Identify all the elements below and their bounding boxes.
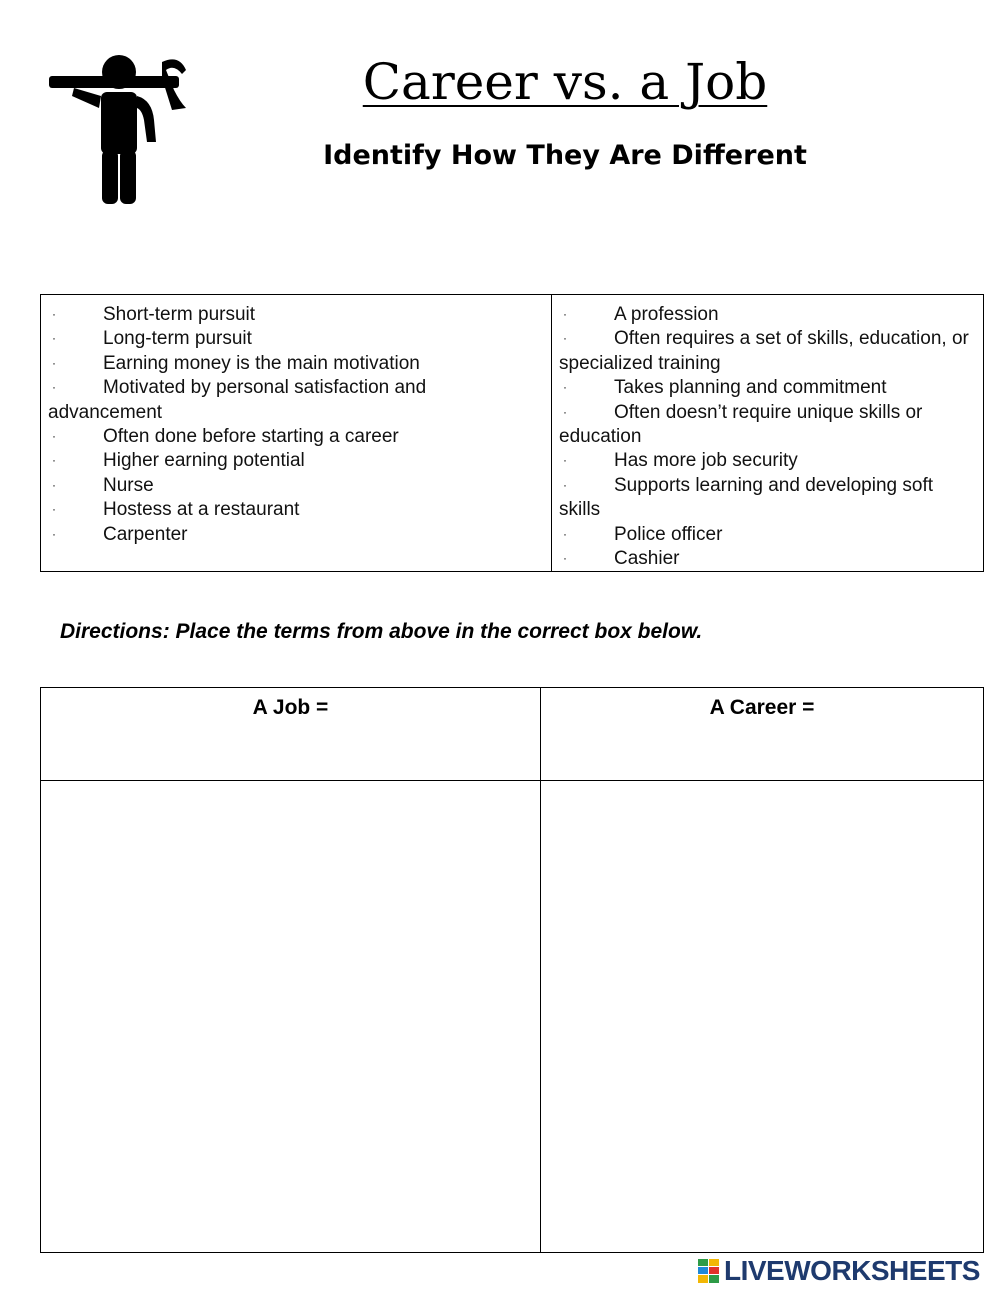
liveworksheets-brand: [697, 1255, 980, 1287]
terms-left-column: [41, 295, 552, 572]
career-column-header: A Career =: [541, 688, 984, 781]
page-subtitle: Identify How They Are Different: [323, 140, 807, 171]
term-item[interactable]: · Supports learning and developing soft skills: [559, 474, 934, 521]
term-item[interactable]: · Higher earning potential: [52, 450, 305, 472]
liveworksheets-logo-icon: [697, 1258, 721, 1284]
worker-with-hammer-icon: [44, 50, 194, 210]
term-item[interactable]: · Motivated by personal satisfaction and advancement: [48, 377, 427, 423]
brand-name: LIVEWORKSHEETS: [724, 1255, 980, 1286]
term-item[interactable]: · Cashier: [563, 548, 680, 570]
career-drop-zone[interactable]: [541, 781, 984, 1253]
job-drop-zone[interactable]: [41, 781, 541, 1253]
directions-text: Directions: Place the terms from above in the correct box below.: [60, 620, 703, 643]
term-item[interactable]: · Often requires a set of skills, education, or specialized training: [559, 328, 969, 374]
term-item[interactable]: · Takes planning and commitment: [563, 377, 887, 399]
term-item[interactable]: · Long-term pursuit: [52, 328, 252, 350]
term-item[interactable]: · Hostess at a restaurant: [52, 499, 300, 521]
term-item[interactable]: · Often doesn’t require unique skills or education: [559, 401, 923, 448]
term-item[interactable]: · Police officer: [563, 523, 723, 545]
job-column-header: A Job =: [41, 688, 541, 781]
term-item[interactable]: · A profession: [563, 304, 719, 325]
terms-table: [40, 294, 984, 572]
term-item[interactable]: · Has more job security: [563, 450, 798, 472]
term-item[interactable]: · Carpenter: [52, 523, 188, 545]
term-item[interactable]: · Often done before starting a career: [52, 426, 399, 448]
term-item[interactable]: · Earning money is the main motivation: [52, 352, 420, 374]
term-item[interactable]: · Short-term pursuit: [52, 304, 256, 325]
answer-table: [40, 687, 984, 1253]
term-item[interactable]: · Nurse: [52, 474, 154, 496]
terms-right-column: [552, 295, 984, 572]
page-title: Career vs. a Job: [362, 53, 768, 111]
